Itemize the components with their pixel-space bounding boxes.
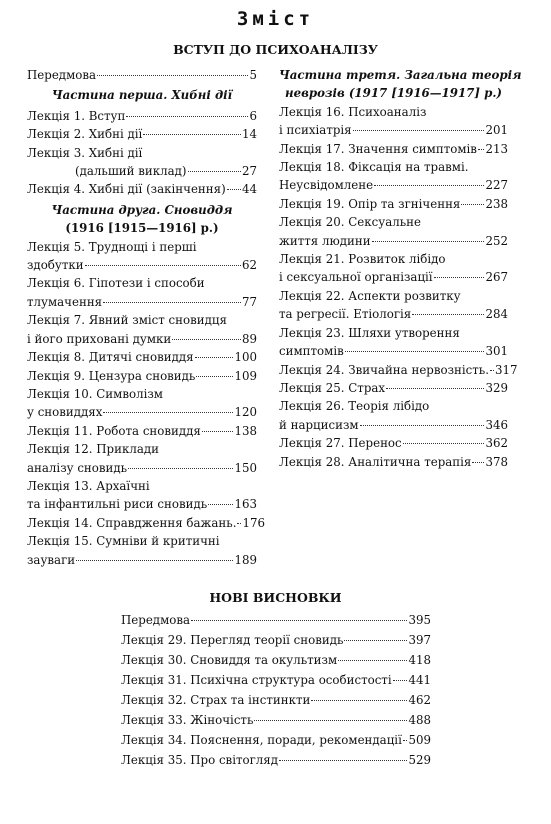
toc-entry-lecture-13[interactable]: та інфантильні риси сновидь 163: [27, 497, 257, 512]
toc-entry-lecture-12-title: Лекція 12. Приклади: [27, 442, 159, 457]
toc-entry-lecture-10[interactable]: у сновиддях 120: [27, 405, 257, 420]
toc-entry-lecture-1[interactable]: Лекція 1. Вступ 6: [27, 108, 257, 123]
toc-entry-lecture-15[interactable]: зауваги 189: [27, 552, 257, 567]
toc-entry-lecture-23[interactable]: симптомів 301: [279, 344, 508, 359]
toc-entry-preface[interactable]: Передмова 5: [27, 68, 257, 82]
toc-entry-lecture-32[interactable]: Лекція 32. Страх та інстинкти 462: [121, 693, 431, 707]
part-title-new-conclusions: НОВІ ВИСНОВКИ: [209, 590, 342, 605]
toc-entry-lecture-21[interactable]: і сексуальної організації 267: [279, 270, 508, 285]
toc-entry-lecture-13-title: Лекція 13. Архаїчні: [27, 478, 150, 493]
toc-entry-lecture-33[interactable]: Лекція 33. Жіночість 488: [121, 713, 431, 727]
toc-bottom-column: [121, 610, 431, 770]
toc-entry-lecture-30[interactable]: Лекція 30. Сновиддя та окультизм 418: [121, 653, 431, 667]
toc-entry-lecture-20[interactable]: життя людини 252: [279, 233, 508, 248]
toc-entry-lecture-26-title: Лекція 26. Теорія лібідо: [279, 399, 430, 414]
toc-left-column: [27, 66, 265, 569]
toc-entry-preface-2[interactable]: Передмова 395: [121, 613, 431, 627]
toc-entry-lecture-18-title: Лекція 18. Фіксація на травмі.: [279, 160, 469, 175]
toc-entry-lecture-34[interactable]: Лекція 34. Пояснення, поради, рекомендації 509: [121, 733, 431, 747]
toc-entry-lecture-3[interactable]: (дальший виклад) 27: [75, 164, 257, 179]
toc-entry-lecture-24[interactable]: Лекція 24. Звичайна нервозність. 317: [279, 362, 518, 377]
toc-entry-lecture-14[interactable]: Лекція 14. Справдження бажань. 176: [27, 515, 265, 530]
toc-entry-lecture-6-title: Лекція 6. Гіпотези і способи: [27, 276, 205, 291]
section-heading-part3: Частина третя. Загальна теорія: [279, 68, 522, 82]
toc-entry-lecture-16[interactable]: і психіатрія 201: [279, 123, 508, 138]
toc-entry-lecture-25[interactable]: Лекція 25. Страх 329: [279, 380, 508, 395]
toc-entry-lecture-18[interactable]: Неусвідомлене 227: [279, 178, 508, 193]
toc-entry-lecture-22[interactable]: та регресії. Етіологія 284: [279, 307, 508, 322]
toc-entry-lecture-9[interactable]: Лекція 9. Цензура сновидь 109: [27, 368, 257, 383]
toc-entry-lecture-22-title: Лекція 22. Аспекти розвитку: [279, 288, 461, 303]
toc-entry-lecture-16-title: Лекція 16. Психоаналіз: [279, 104, 427, 119]
part-title-intro: ВСТУП ДО ПСИХОАНАЛІЗУ: [173, 42, 378, 57]
toc-entry-lecture-8[interactable]: Лекція 8. Дитячі сновиддя 100: [27, 350, 257, 365]
section-heading-part2-years: (1916 [1915—1916] р.): [65, 221, 219, 236]
page-title: Зміст: [236, 8, 315, 30]
section-heading-part3-years: неврозів (1917 [1916—1917] р.): [284, 86, 503, 101]
toc-entry-lecture-7[interactable]: і його приховані думки 89: [27, 331, 257, 346]
toc-entry-lecture-11[interactable]: Лекція 11. Робота сновиддя 138: [27, 423, 257, 438]
toc-entry-lecture-26[interactable]: й нарцисизм 346: [279, 417, 508, 432]
toc-entry-lecture-15-title: Лекція 15. Сумніви й критичні: [27, 534, 220, 549]
toc-entry-lecture-7-title: Лекція 7. Явний зміст сновидця: [27, 313, 227, 328]
toc-entry-lecture-31[interactable]: Лекція 31. Психічна структура особистості 441: [121, 673, 431, 687]
toc-entry-lecture-5-title: Лекція 5. Труднощі і перші: [27, 239, 197, 254]
toc-entry-lecture-27[interactable]: Лекція 27. Перенос 362: [279, 436, 508, 451]
toc-entry-lecture-23-title: Лекція 23. Шляхи утворення: [279, 325, 460, 340]
toc-entry-lecture-10-title: Лекція 10. Символізм: [27, 386, 163, 401]
toc-entry-lecture-35[interactable]: Лекція 35. Про світогляд 529: [121, 753, 431, 767]
toc-entry-lecture-19[interactable]: Лекція 19. Опір та згнічення 238: [279, 196, 508, 211]
toc-entry-lecture-4[interactable]: Лекція 4. Хибні дії (закінчення) 44: [27, 182, 257, 197]
toc-entry-lecture-5[interactable]: здобутки 62: [27, 258, 257, 273]
toc-entry-lecture-29[interactable]: Лекція 29. Перегляд теорії сновидь 397: [121, 633, 431, 647]
toc-entry-lecture-21-title: Лекція 21. Розвиток лібідо: [279, 252, 446, 267]
section-heading-part2: Частина друга. Сновиддя: [51, 202, 233, 217]
toc-entry-lecture-12[interactable]: аналізу сновидь 150: [27, 460, 257, 475]
toc-entry-lecture-6[interactable]: тлумачення 77: [27, 294, 257, 309]
section-heading-part1: Частина перша. Хибні дії: [51, 88, 233, 103]
toc-entry-lecture-2[interactable]: Лекція 2. Хибні дії 14: [27, 127, 257, 142]
toc-entry-lecture-3-title: Лекція 3. Хибні дії: [27, 145, 143, 160]
toc-entry-lecture-20-title: Лекція 20. Сексуальне: [279, 215, 421, 230]
toc-entry-lecture-17[interactable]: Лекція 17. Значення симптомів 213: [279, 141, 508, 156]
toc-right-column: [279, 66, 522, 471]
toc-entry-lecture-28[interactable]: Лекція 28. Аналітична терапія 378: [279, 454, 508, 469]
leader-dots: [97, 75, 248, 76]
